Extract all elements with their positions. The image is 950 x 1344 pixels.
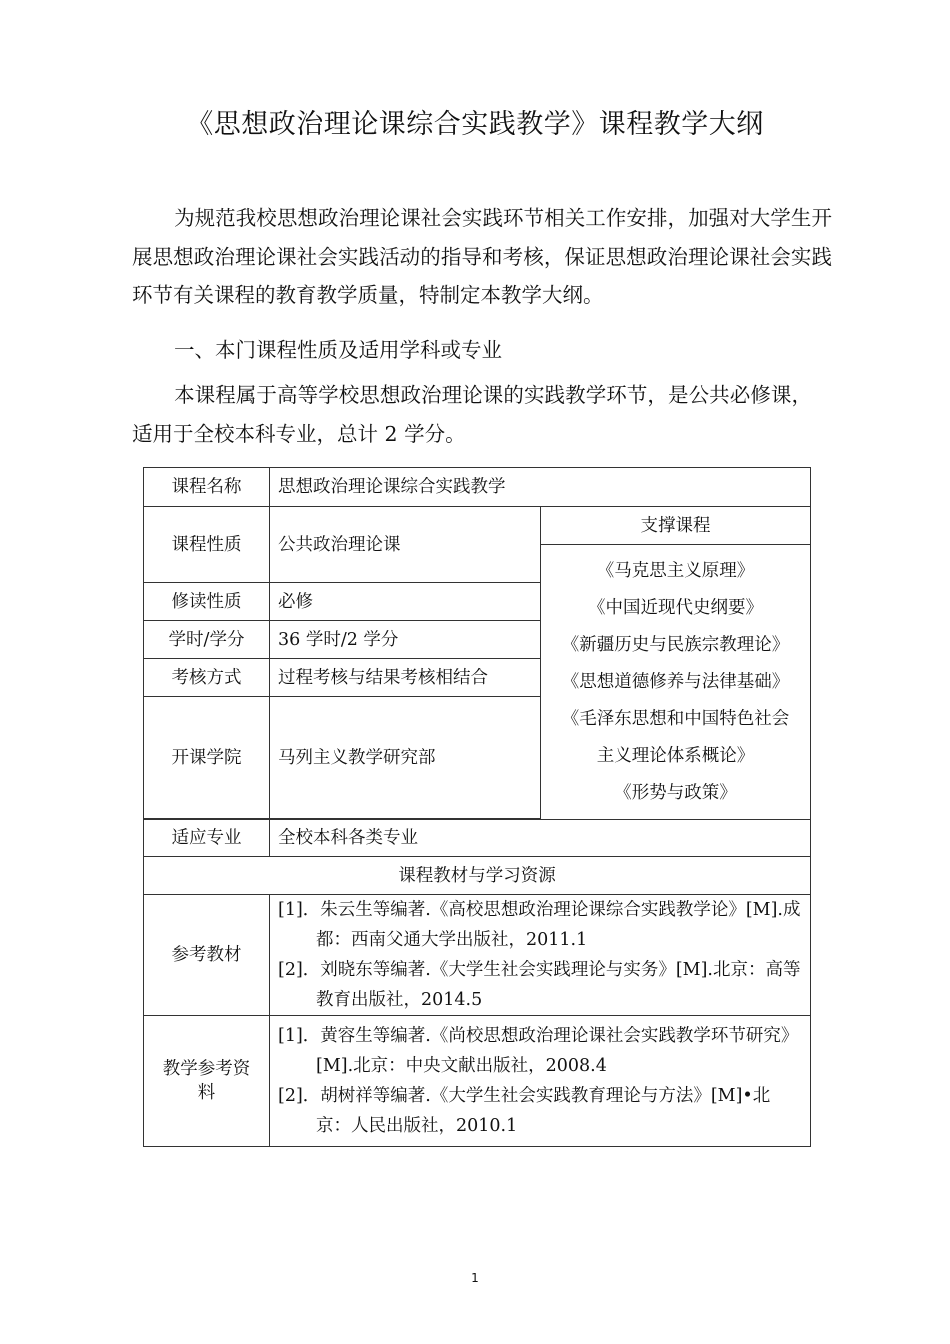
section1-heading-text: 一、本门课程性质及适用学科或专业 <box>174 338 502 362</box>
resources-header: 课程教材与学习资源 <box>144 857 811 895</box>
hours-value: 36 学时/2 学分 <box>270 621 541 659</box>
support-course-item: 《毛泽东思想和中国特色社会 <box>561 708 790 729</box>
study-type-value: 必修 <box>270 583 541 621</box>
nature-value: 公共政治理论课 <box>270 507 541 583</box>
table-row <box>144 507 811 545</box>
major-label: 适应专业 <box>144 820 270 857</box>
textbook-list <box>270 895 811 1016</box>
course-name-value: 思想政治理论课综合实践教学 <box>270 468 811 507</box>
reference-item: [2]．胡树祥等编著.《大学生社会实践教育理论与方法》[M]•北京：人民出版社，2010.1 <box>278 1086 771 1136</box>
table-row <box>144 1016 811 1147</box>
assessment-value: 过程考核与结果考核相结合 <box>270 659 541 697</box>
table-row <box>144 895 811 1016</box>
textbook-item: [1]．朱云生等编著.《高校思想政治理论课综合实践教学论》[M].成都：西南父通大学出版社，2011.1 <box>278 900 801 950</box>
intro-paragraph <box>132 199 832 315</box>
support-courses-header: 支撑课程 <box>541 507 811 545</box>
nature-label: 课程性质 <box>144 507 270 583</box>
major-value: 全校本科各类专业 <box>270 820 811 857</box>
college-value: 马列主义教学研究部 <box>270 697 541 819</box>
reference-label: 教学参考资料 <box>144 1016 270 1147</box>
reference-item: [1]．黄容生等编著.《尚校思想政治理论课社会实践教学环节研究》[M].北京：中央文献出版社，2008.4 <box>278 1026 799 1076</box>
assessment-label: 考核方式 <box>144 659 270 697</box>
textbook-label: 参考教材 <box>144 895 270 1016</box>
support-course-item: 《新疆历史与民族宗教理论》 <box>561 634 790 655</box>
course-name-label: 课程名称 <box>144 468 270 507</box>
course-info-table <box>143 467 811 1147</box>
college-label: 开课学院 <box>144 697 270 819</box>
intro-text: 为规范我校思想政治理论课社会实践环节相关工作安排，加强对大学生开展思想政治理论课社会实践活动的指导和考核，保证思想政治理论课社会实践环节有关课程的教育教学质量，特制定本教学大纲。 <box>132 206 832 307</box>
table-row <box>144 857 811 895</box>
support-course-item: 《思想道德修养与法律基础》 <box>561 671 790 692</box>
support-course-item: 主义理论体系概论》 <box>596 745 755 766</box>
support-course-item: 《马克思主义原理》 <box>596 560 755 581</box>
textbook-item: [2]．刘晓东等编著.《大学生社会实践理论与实务》[M].北京：高等教育出版社，2014.5 <box>278 960 801 1010</box>
table-row <box>144 468 811 507</box>
hours-label: 学时/学分 <box>144 621 270 659</box>
section1-heading <box>132 331 832 370</box>
study-type-label: 修读性质 <box>144 583 270 621</box>
reference-list <box>270 1016 811 1147</box>
document-title: 《思想政治理论课综合实践教学》课程教学大纲 <box>186 109 764 140</box>
support-course-item: 《中国近现代史纲要》 <box>588 597 763 618</box>
support-courses-list <box>541 545 811 820</box>
support-course-item: 《形势与政策》 <box>614 782 737 803</box>
table-row <box>144 820 811 857</box>
section1-paragraph <box>132 376 812 453</box>
section1-text: 本课程属于高等学校思想政治理论课的实践教学环节，是公共必修课，适用于全校本科专业，总计 2 学分。 <box>132 383 812 446</box>
page-number: 1 <box>471 1271 479 1285</box>
